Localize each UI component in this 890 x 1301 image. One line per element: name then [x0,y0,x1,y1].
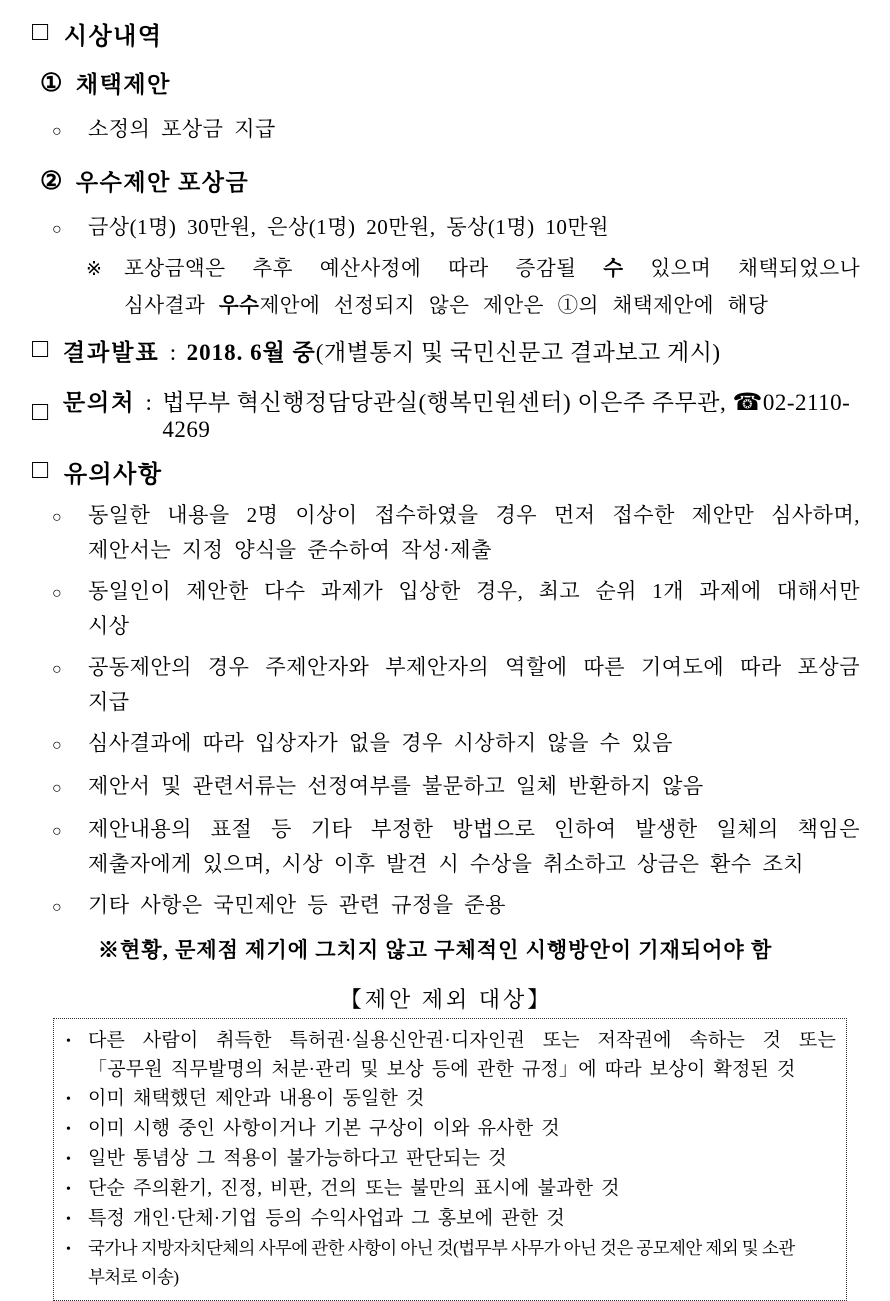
circle-bullet-icon: ○ [52,899,63,916]
adopted-proposal-item [52,112,860,149]
square-bullet-icon: □ [32,454,50,484]
notice-item [52,888,860,925]
exclusion-item [66,1204,836,1234]
exclusion-item-text: 일반 통념상 그 적용이 불가능하다고 판단되는 것 [88,1148,507,1169]
dot-bullet-icon: • [66,1152,72,1167]
exclusion-item [66,1026,836,1084]
exclusion-item-text: 단순 주의환기, 진정, 비판, 건의 또는 불만의 표시에 불과한 것 [88,1178,620,1199]
result-announcement-value [187,334,721,367]
notices-heading-text: 유의사항 [63,462,163,488]
exclusion-item-text: 다른 사람이 취득한 특허권·실용신안권·디자인권 또는 저작권에 속하는 것 또는 「공무원 직무발명의 처분·관리 및 보상 등에 관한 규정」에 따라 보상이 확정된 것 [88,1030,836,1080]
circled-two-icon: ② [40,167,64,195]
adopted-proposal-body: 소정의 포상금 지급 [88,117,276,141]
circle-bullet-icon: ○ [52,661,63,678]
exclusion-item [66,1114,836,1144]
result-announcement-line [32,334,860,367]
contact-label: 문의처 [62,390,136,415]
dot-bullet-icon: • [66,1122,72,1137]
notice-item-text: 기타 사항은 국민제안 등 관련 규정을 준용 [88,893,506,917]
prize-note-p3: 있으며 채택되었으나 심사결과 [124,258,860,317]
prize-note-text [124,251,860,325]
exclusion-item [66,1144,836,1174]
dot-bullet-icon: • [66,1182,72,1197]
notice-item-text: 제안서 및 관련서류는 선정여부를 불문하고 일체 반환하지 않음 [88,774,704,798]
phone-number: 02-2110-4269 [162,390,851,442]
excellent-proposal-heading [40,164,860,197]
dot-bullet-icon: • [66,1242,71,1257]
square-bullet-icon: □ [32,333,49,363]
phone-icon: ☎ [732,390,763,416]
dot-bullet-icon: • [66,1092,72,1107]
circle-bullet-icon: ○ [52,780,63,797]
circle-bullet-icon: ○ [52,737,63,754]
prize-note-bold-usu: 우수 [218,295,260,317]
colon-separator: : [145,390,153,415]
notice-item-text: 심사결과에 따라 입상자가 없을 경우 시상하지 않을 수 있음 [88,731,673,755]
notice-item [52,812,860,882]
exclusion-box [53,1018,847,1301]
dot-bullet-icon: • [66,1212,72,1227]
adopted-proposal-title: 채택제안 [75,72,171,97]
notice-item [52,726,860,763]
exclusion-item-text: 국가나 지방자치단체의 사무에 관한 사항이 아닌 것(법무부 사무가 아닌 것은 공모제안 제외 및 소관 부처로 이송) [88,1238,795,1287]
result-date: 2018. 6월 중 [186,340,316,365]
excellent-proposal-title: 우수제안 포상금 [75,170,250,195]
square-bullet-icon: □ [32,396,49,426]
reference-mark-icon: ※ [86,259,103,280]
prize-amount-item [52,210,860,247]
notice-item-text: 동일한 내용을 2명 이상이 접수하였을 경우 먼저 접수한 제안만 심사하며, 제안서는 지정 양식을 준수하여 작성·제출 [88,503,860,562]
contact-value [162,384,860,443]
notice-item-text: 제안내용의 표절 등 기타 부정한 방법으로 인하여 발생한 일체의 책임은 제출자에게 있으며, 시상 이후 발견 시 수상을 취소하고 상금은 환수 조치 [88,817,860,876]
circle-bullet-icon: ○ [52,585,63,602]
adopted-proposal-heading [40,66,860,99]
prize-note-bold-su: 수 [603,258,624,280]
prize-note-p5: 제안에 선정되지 않은 제안은 ①의 채택제안에 해당 [259,295,769,317]
circle-bullet-icon: ○ [52,823,63,840]
exclusion-item [66,1174,836,1204]
exclusion-item-text: 이미 시행 중인 사항이거나 기본 구상이 이와 유사한 것 [88,1118,560,1139]
prize-note-p1: 포상금액은 추후 예산사정에 따라 증감될 [124,258,604,280]
contact-text: 법무부 혁신행정담당관실(행복민원센터) 이은주 주무관, [162,390,733,415]
exclusion-item-text: 이미 채택했던 제안과 내용이 동일한 것 [88,1088,425,1109]
result-detail: (개별통지 및 국민신문고 결과보고 게시) [315,340,721,365]
prize-reference-note [86,251,860,325]
notice-item [52,650,860,720]
awards-section-heading [32,16,860,51]
exclusion-item-text: 특정 개인·단체·기업 등의 수익사업과 그 홍보에 관한 것 [88,1208,565,1229]
notice-item [52,769,860,806]
notice-item-text: 동일인이 제안한 다수 과제가 입상한 경우, 최고 순위 1개 과제에 대해서만 시상 [88,579,860,638]
notice-item [52,574,860,644]
notice-item-text: 공동제안의 경우 주제안자와 부제안자의 역할에 따른 기여도에 따라 포상금 지급 [88,655,860,714]
circle-bullet-icon: ○ [52,221,63,238]
notices-section-heading [32,454,860,489]
exclusion-box-title: 【제안 제외 대상】 [339,987,553,1012]
result-announcement-label: 결과발표 [62,340,160,365]
colon-separator: : [169,340,177,365]
exclusion-item [66,1234,836,1292]
circle-bullet-icon: ○ [52,509,63,526]
notice-item [52,498,860,568]
exclusion-item [66,1084,836,1114]
prize-amount-body: 금상(1명) 30만원, 은상(1명) 20만원, 동상(1명) 10만원 [88,215,609,239]
contact-line [32,384,860,443]
square-bullet-icon: □ [32,16,50,46]
circle-bullet-icon: ○ [52,123,63,140]
circled-one-icon: ① [40,69,64,97]
awards-heading-text: 시상내역 [63,24,163,50]
requirement-note: ※현황, 문제점 제기에 그치지 않고 구체적인 시행방안이 기재되어야 함 [98,938,773,962]
dot-bullet-icon: • [66,1034,72,1049]
